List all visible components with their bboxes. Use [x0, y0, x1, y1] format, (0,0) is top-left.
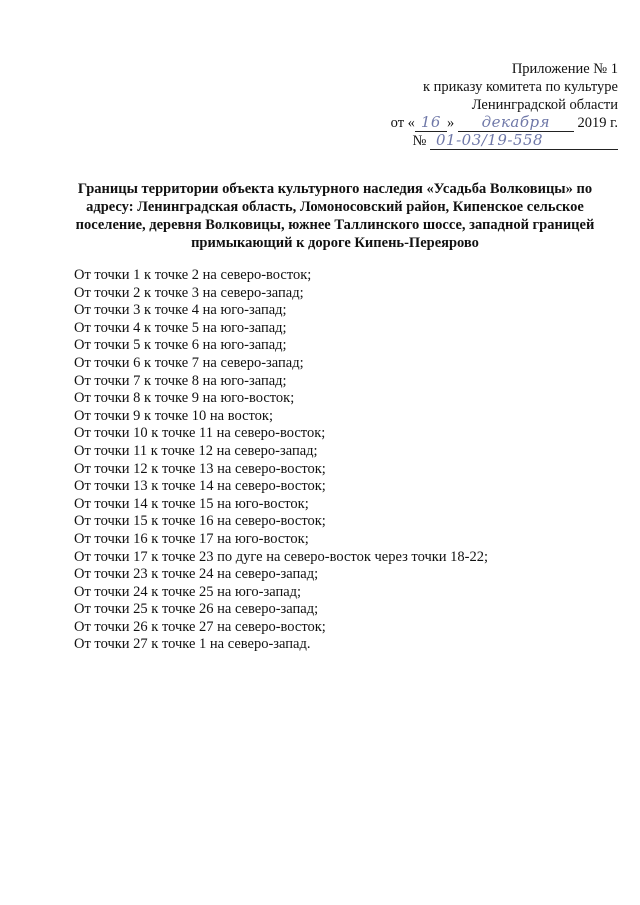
boundary-line: От точки 10 к точке 11 на северо-восток;	[74, 425, 326, 442]
date-prefix: от «	[390, 115, 415, 131]
appendix-number: Приложение № 1	[511, 61, 618, 77]
date-year: 2019 г.	[577, 115, 618, 131]
boundary-line: От точки 14 к точке 15 на юго-восток;	[74, 495, 309, 512]
boundary-line: От точки 27 к точке 1 на северо-запад.	[74, 636, 311, 653]
boundary-line: От точки 23 к точке 24 на северо-запад;	[74, 566, 319, 583]
boundary-line: От точки 24 к точке 25 на юго-запад;	[74, 583, 302, 600]
boundary-line: От точки 2 к точке 3 на северо-запад;	[74, 284, 304, 301]
boundary-line: От точки 9 к точке 10 на восток;	[74, 407, 273, 424]
boundary-line: От точки 15 к точке 16 на северо-восток;	[74, 513, 326, 530]
date-month-handwritten: декабря	[481, 113, 551, 131]
appendix-header	[391, 60, 618, 150]
boundary-line: От точки 26 к точке 27 на северо-восток;	[74, 618, 326, 635]
order-number-field	[430, 133, 618, 150]
boundary-line: От точки 12 к точке 13 на северо-восток;	[74, 460, 326, 477]
document-title: Границы территории объекта культурного наследия «Усадьба Волковицы» по адресу: Ленинградская область, Ломоносовский район, Кипенское сельское поселение, деревня Волковицы, южнее Таллинского шоссе, западной границей примыкающий к дороге Кипень-Переярово	[75, 181, 595, 251]
boundary-line: От точки 16 к точке 17 на юго-восток;	[74, 530, 309, 547]
boundary-line: От точки 11 к точке 12 на северо-запад;	[74, 442, 318, 459]
number-prefix: №	[412, 133, 427, 149]
boundary-line: От точки 6 к точке 7 на северо-запад;	[74, 354, 304, 371]
boundary-line: От точки 7 к точке 8 на юго-запад;	[74, 372, 287, 389]
boundary-line: От точки 25 к точке 26 на северо-запад;	[74, 601, 319, 618]
date-month-field	[458, 115, 574, 132]
boundary-line: От точки 3 к точке 4 на юго-запад;	[74, 302, 287, 319]
boundary-line: От точки 1 к точке 2 на северо-восток;	[74, 267, 312, 283]
order-number-handwritten: 01-03/19-558	[436, 131, 544, 149]
boundary-line: От точки 13 к точке 14 на северо-восток;	[74, 478, 326, 495]
date-day-handwritten: 16	[420, 113, 441, 131]
boundary-list	[74, 267, 488, 654]
order-number	[391, 132, 618, 150]
boundary-line: От точки 17 к точке 23 по дуге на северо-восток через точки 18-22;	[74, 548, 489, 565]
boundary-line: От точки 4 к точке 5 на юго-запад;	[74, 319, 287, 336]
date-day-field	[415, 115, 447, 132]
date-mid: »	[446, 115, 455, 131]
boundary-line: От точки 5 к точке 6 на юго-запад;	[74, 337, 287, 354]
order-reference: к приказу комитета по культуре	[422, 79, 618, 95]
boundary-line: От точки 8 к точке 9 на юго-восток;	[74, 390, 295, 407]
order-date	[391, 114, 618, 132]
committee-region: Ленинградской области	[471, 97, 618, 113]
